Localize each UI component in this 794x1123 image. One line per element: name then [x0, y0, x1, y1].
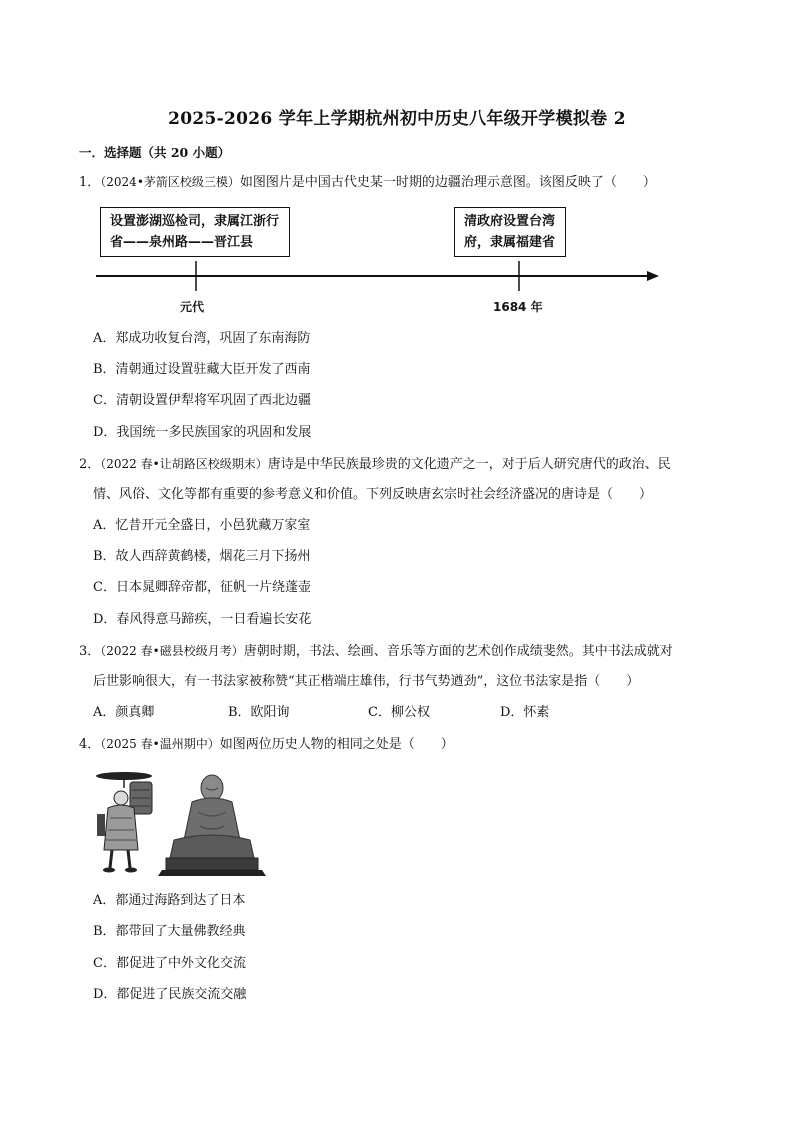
timeline-figure [93, 205, 668, 320]
option-b: B．欧阳询 [228, 705, 290, 720]
option-d: D．我国统一多民族国家的巩固和发展 [93, 425, 312, 440]
question-number: 1． [79, 175, 101, 190]
question-3 [79, 642, 673, 661]
question-4 [79, 735, 454, 754]
option-b: B．清朝通过设置驻藏大臣开发了西南 [93, 362, 311, 377]
timeline-event-text: 府，隶属福建省 [464, 235, 556, 250]
question-text-continued: 后世影响很大，有一书法家被称赞“其正楷端庄雄伟，行书气势遒劲”，这位书法家是指（ ） [93, 674, 640, 689]
option-a: A．忆昔开元全盛日，小邑犹藏万家室 [93, 518, 311, 533]
option-d: D．怀素 [500, 705, 550, 720]
timeline-arrowhead [647, 271, 659, 281]
question-2 [79, 455, 671, 474]
option-c: C．都促进了中外文化交流 [93, 956, 246, 971]
timeline-label-yuan: 元代 [180, 300, 205, 314]
page-title: 2025-2026 学年上学期杭州初中历史八年级开学模拟卷 2 [168, 109, 626, 129]
option-a: A．郑成功收复台湾，巩固了东南海防 [93, 331, 311, 346]
option-b: B．都带回了大量佛教经典 [93, 924, 246, 939]
seated-monk-statue [158, 775, 266, 876]
timeline-event-text: 清政府设置台湾 [464, 214, 556, 229]
question-number: 2． [79, 457, 101, 472]
question-text: 如图两位历史人物的相同之处是（ ） [219, 737, 454, 752]
question-text: 唐诗是中华民族最珍贵的文化遗产之一，对于后人研究唐代的政治、民 [267, 457, 671, 472]
timeline-label-1684: 1684 年 [493, 300, 543, 314]
figures-illustration [94, 768, 269, 878]
question-source: （2022 春•磁县校级月考） [100, 644, 244, 658]
historical-figures-image [94, 768, 269, 878]
question-number: 3． [79, 644, 101, 659]
option-a: A．颜真卿 [93, 705, 155, 720]
timeline-event-box-qing [454, 207, 566, 257]
option-d: D．春风得意马蹄疾，一日看遍长安花 [93, 612, 312, 627]
question-text: 如图图片是中国古代史某一时期的边疆治理示意图。该图反映了（ ） [239, 175, 656, 190]
traveling-monk-figure [96, 772, 152, 873]
question-source: （2025 春•温州期中） [100, 737, 220, 751]
option-d: D．都促进了民族交流交融 [93, 987, 247, 1002]
question-source: （2022 春•让胡路区校级期末） [100, 457, 268, 471]
question-source: （2024•茅箭区校级三模） [100, 175, 240, 189]
timeline-event-box-yuan [100, 207, 290, 257]
option-a: A．都通过海路到达了日本 [93, 893, 246, 908]
question-text: 唐朝时期，书法、绘画、音乐等方面的艺术创作成绩斐然。其中书法成就对 [243, 644, 673, 659]
timeline-event-text: 省——泉州路——晋江县 [110, 235, 254, 250]
question-number: 4． [79, 737, 101, 752]
question-1 [79, 173, 656, 192]
option-c: C．日本晁卿辞帝都，征帆一片绕蓬壶 [93, 580, 311, 595]
option-b: B．故人西辞黄鹤楼，烟花三月下扬州 [93, 549, 311, 564]
section-header: 一．选择题（共 20 小题） [79, 145, 231, 160]
question-text-continued: 情、风俗、文化等都有重要的参考意义和价值。下列反映唐玄宗时社会经济盛况的唐诗是（ ） [93, 487, 653, 502]
option-c: C．柳公权 [368, 705, 430, 720]
timeline-event-text: 设置澎湖巡检司，隶属江浙行 [110, 214, 280, 229]
option-c: C．清朝设置伊犁将军巩固了西北边疆 [93, 393, 311, 408]
